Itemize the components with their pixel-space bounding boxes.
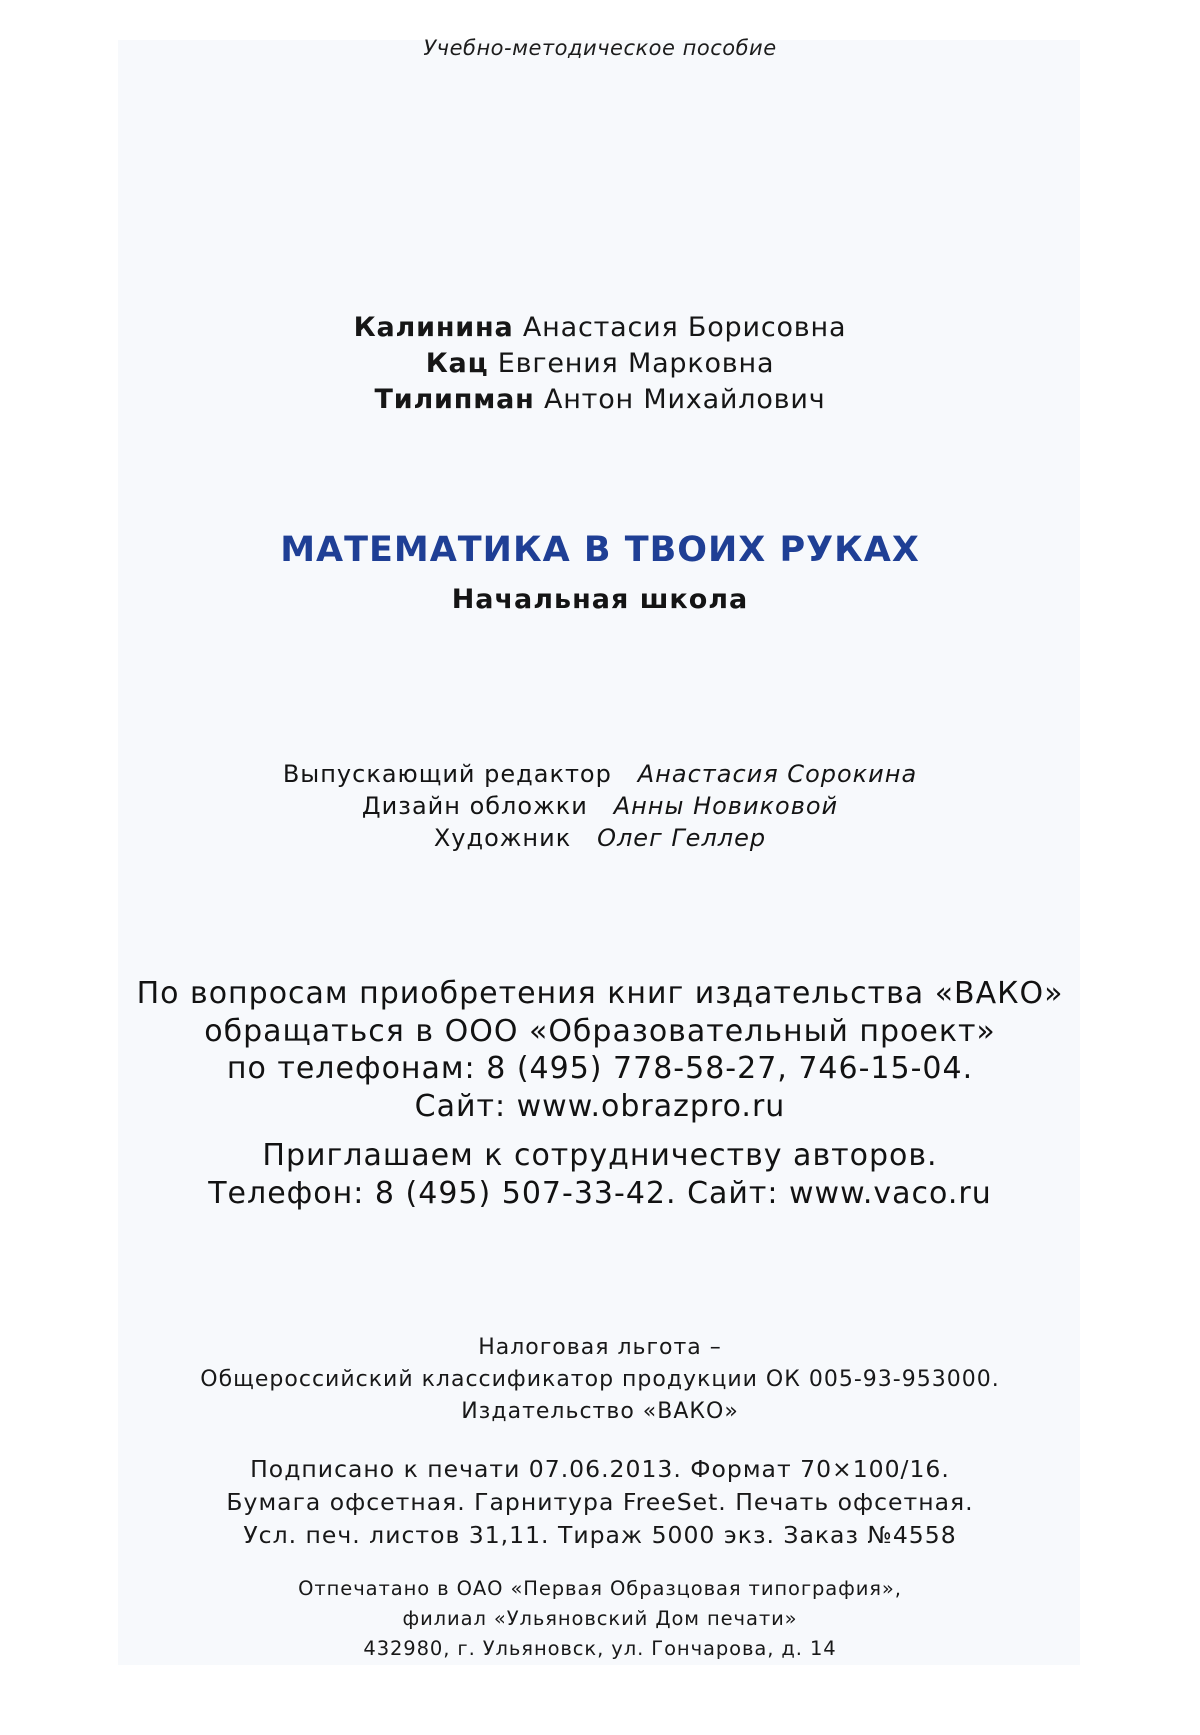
credit-person: Олег Геллер (597, 824, 767, 852)
credit-role: Выпускающий редактор (282, 760, 612, 788)
credit-line (0, 760, 1200, 788)
credit-person: Анны Новиковой (613, 792, 839, 820)
author-surname: Калинина (353, 312, 514, 343)
tax-info-line: Общероссийский классификатор продукции ОК 005-93-953000. (200, 1367, 1000, 1392)
credit-person: Анастасия Сорокина (637, 760, 918, 788)
print-info-line: Усл. печ. листов 31,11. Тираж 5000 экз. Заказ №4558 (243, 1521, 957, 1549)
author-given-name: Антон Михайлович (543, 384, 826, 415)
credit-role: Дизайн обложки (361, 792, 588, 820)
author-surname: Тилипман (374, 384, 535, 415)
author-given-name: Анастасия Борисовна (522, 312, 847, 343)
printer-info-line: 432980, г. Ульяновск, ул. Гончарова, д. 14 (363, 1637, 837, 1660)
author-surname: Кац (425, 348, 489, 379)
author-line (0, 312, 1200, 343)
print-info-line: Подписано к печати 07.06.2013. Формат 70×100/16. (250, 1455, 950, 1483)
purchase-info-line: Сайт: www.obrazpro.ru (414, 1089, 786, 1124)
credit-line (0, 824, 1200, 852)
author-line (0, 384, 1200, 415)
tax-info-line: Налоговая льгота – (478, 1335, 722, 1360)
credit-line (0, 792, 1200, 820)
print-info-line: Бумага офсетная. Гарнитура FreeSet. Печать офсетная. (226, 1488, 974, 1516)
printer-info-line: Отпечатано в ОАО «Первая Образцовая типография», (298, 1577, 902, 1600)
authors-invite-line: Телефон: 8 (495) 507-33-42. Сайт: www.vaco.ru (208, 1176, 992, 1211)
purchase-info-line: по телефонам: 8 (495) 778-58-27, 746-15-04. (226, 1051, 974, 1086)
series-label: Учебно-методическое пособие (423, 36, 777, 60)
purchase-info-line: По вопросам приобретения книг издательства «ВАКО» (136, 976, 1064, 1011)
tax-info-line: Издательство «ВАКО» (461, 1399, 739, 1424)
credit-role: Художник (433, 824, 572, 852)
purchase-info-line: обращаться в ООО «Образовательный проект» (204, 1014, 996, 1049)
book-title: МАТЕМАТИКА В ТВОИХ РУКАХ (280, 530, 920, 570)
printer-info-line: филиал «Ульяновский Дом печати» (402, 1607, 798, 1630)
author-line (0, 348, 1200, 379)
book-subtitle: Начальная школа (451, 584, 749, 615)
authors-invite-line: Приглашаем к сотрудничеству авторов. (262, 1138, 938, 1173)
author-given-name: Евгения Марковна (497, 348, 775, 379)
